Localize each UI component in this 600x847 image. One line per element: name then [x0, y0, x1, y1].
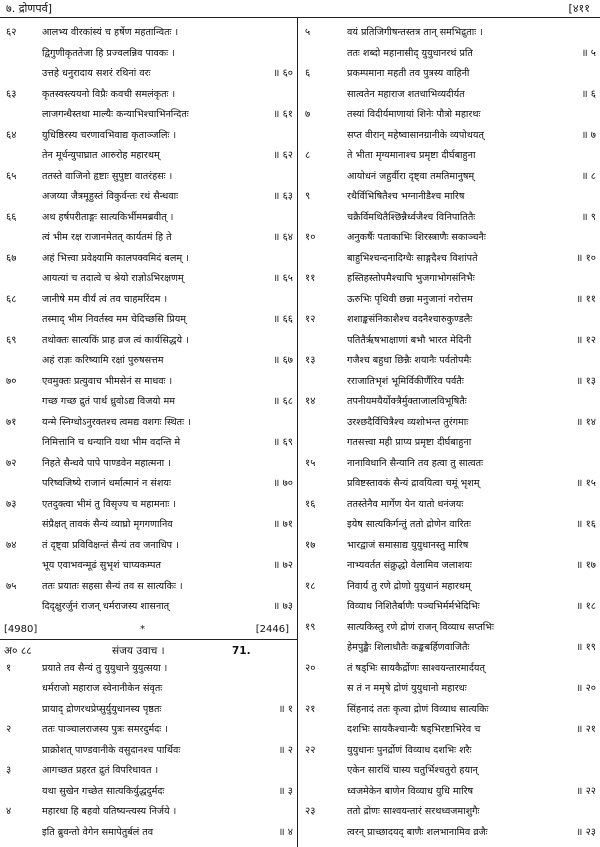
verse-end-marker: ॥ २०: [576, 683, 596, 694]
verse-end-marker: ॥ ८: [581, 170, 596, 182]
separator-left-count: [4980]: [4, 623, 38, 635]
verse-text: स तं न ममृषे द्रोणं युयुधानो महारथः: [347, 683, 467, 694]
verse-number: ६७: [6, 252, 17, 264]
verse-number: ५: [305, 27, 311, 38]
verse-text: हस्तिहस्तोपमैश्चापि भुजगाभोगसंनिभैः: [347, 273, 475, 284]
verse-text: ऊरुभिः पृथिवी छन्ना मनुजानां नरोत्तम: [347, 293, 473, 305]
verse-end-marker: ॥ ६५: [273, 273, 293, 284]
verse-line: [0, 250, 297, 271]
verse-text: यन्मे स्निग्धोऽनुरक्तश्च त्वमद्य वशगः स्थितः ।: [42, 416, 191, 428]
left-column: [0, 24, 297, 844]
verse-text: ततः प्रयातः सहसा सैन्यं तव स सात्यकिः ।: [42, 580, 183, 592]
verse-end-marker: ॥ २३: [576, 826, 596, 838]
section-separator: [0, 621, 297, 640]
verse-line: [299, 639, 600, 660]
verse-end-marker: ॥ ९: [581, 211, 596, 223]
verse-text: रथैर्विभिषितैश्च भग्नानीडैश्च मारिष: [347, 191, 465, 202]
verse-line: [0, 65, 297, 86]
verse-end-marker: ॥ १८: [576, 601, 596, 612]
verse-number: ६६: [6, 211, 17, 223]
verse-number: ७४: [6, 539, 17, 551]
verse-number: ६३: [6, 88, 17, 100]
verse-line: [0, 188, 297, 209]
verse-end-marker: ॥ ७०: [273, 478, 293, 489]
verse-text: गतसत्त्वा मही प्राप्य प्रमृष्टा दीर्घबाहुना: [347, 437, 472, 448]
verse-text: ध्वजमेकेन बाणेन विव्याध युधि मारिष: [347, 785, 474, 797]
verse-text: जानीषे मम वीर्यं त्वं तव चाहमरिंदम ।: [42, 293, 168, 305]
verse-number: ६५: [6, 170, 17, 182]
verse-line: [0, 455, 297, 476]
verse-line: [0, 168, 297, 189]
verse-text: त्वरन् प्राच्छादयद् बाणैः शलभानामिव व्रजैः: [347, 826, 488, 838]
verse-number: ६८: [6, 293, 17, 305]
verse-line: [299, 352, 600, 373]
verse-number: ६९: [6, 334, 17, 346]
verse-text: शशाङ्कसंनिकाशैश्च वदनैश्चारुकुण्डलैः: [347, 314, 473, 325]
verse-line: [299, 332, 600, 353]
verse-line: [0, 24, 297, 45]
verse-line: [299, 147, 600, 168]
verse-text: सात्वतेन महाराज शतधाभिव्यदीर्यत: [347, 88, 465, 100]
verse-text: अजय्या जैत्रमूहुस्तं विकुर्वन्तः रथं सैन्धवाः: [42, 191, 179, 202]
verse-number: १२: [305, 314, 316, 325]
verse-text: तेन मूर्धन्युपाघ्रात आरुरोह महारथम्: [42, 150, 160, 161]
verse-line: [299, 291, 600, 312]
verse-text: तस्यां विदीर्यमाणायां शिनेः पौत्रो महारथः: [347, 109, 481, 120]
verse-text: संप्रैक्षत् तावकं सैन्यं व्याघ्रो मृगगणानिव: [42, 519, 173, 530]
verse-line: [299, 783, 600, 804]
verse-text: चक्रैर्विमथितैश्छिन्नैर्ध्वजैश्च विनिपातितैः: [347, 211, 476, 223]
verse-end-marker: ॥ ६९: [273, 437, 293, 448]
verse-text: इति ब्रुवन्तो वेगेन समापेतुर्बलं तव: [42, 826, 154, 838]
verse-text: गच्छ गच्छ द्रुतं पार्थ ध्रुवोऽद्य विजयो मम: [42, 396, 175, 407]
verse-end-marker: ॥ ६: [581, 88, 596, 100]
verse-text: आगच्छत प्रहरत द्रुतं विपरिधावत ।: [42, 765, 159, 776]
verse-number: ९: [305, 191, 311, 202]
verse-line: [299, 270, 600, 291]
verse-number: २३: [305, 806, 316, 817]
verse-text: रराजातिभृशं भूमिर्विकीर्णैरिव पर्वतैः: [347, 375, 464, 387]
verse-end-marker: ॥ १०: [576, 252, 596, 264]
verse-line: [299, 373, 600, 394]
verse-end-marker: ॥ २१: [576, 724, 596, 735]
verse-number: ८: [305, 150, 311, 161]
verse-line: [0, 147, 297, 168]
verse-number: १५: [305, 457, 316, 469]
verse-line: [0, 475, 297, 496]
verse-end-marker: ॥ ११: [576, 293, 596, 305]
verse-line: [299, 803, 600, 824]
verse-line: [0, 393, 297, 414]
right-column: [299, 24, 600, 844]
verse-text: परिष्वजिष्ये राजानं धर्मात्मानं न संशयः: [42, 478, 171, 489]
verse-text: गजैश्च बहुधा छिन्नैः शयानैः पर्वतोपमैः: [347, 355, 472, 366]
verse-line: [299, 65, 600, 86]
verse-line: [299, 721, 600, 742]
verse-number: १३: [305, 355, 316, 366]
verse-line: [299, 516, 600, 537]
verse-text: विव्याध निशितैर्बाणैः पञ्चभिर्मर्मभेदिभिः: [347, 601, 480, 612]
verse-number: १७: [305, 539, 316, 551]
verse-line: [0, 291, 297, 312]
verse-text: युधिष्ठिरस्य चरणावभिवाद्य कृताञ्जलिः ।: [42, 129, 177, 141]
verse-text: एकेन सारथिं चास्य चतुर्भिश्चतुरो हयान्: [347, 765, 478, 776]
verse-number: ७: [305, 109, 311, 120]
verse-line: [0, 311, 297, 332]
verse-line: [299, 578, 600, 599]
verse-text: कृतस्वस्त्ययनो विप्रैः कवची समलंकृतः ।: [42, 88, 176, 100]
verse-end-marker: ॥ १३: [576, 375, 596, 387]
verse-end-marker: ॥ ६३: [273, 191, 293, 202]
verse-text: अनुकर्षैः पताकाभिः शिरस्त्राणैः सकाञ्चनैः: [347, 232, 486, 243]
verse-end-marker: ॥ १: [278, 703, 293, 715]
verse-text: एवमुक्तः प्रत्युवाच भीमसेनं स माधवः ।: [42, 375, 173, 387]
verse-line: [0, 496, 297, 517]
verse-text: प्रकम्पमाना महती तव पुत्रस्य वाहिनी: [347, 68, 470, 79]
verse-text: पतितैर्ऋषभाक्षाणां बभौ भारत मेदिनी: [347, 334, 472, 346]
verse-line: [0, 332, 297, 353]
verse-line: [299, 475, 600, 496]
verse-line: [0, 86, 297, 107]
verse-text: दिदृक्षुरर्जुनं राजन् धर्मराजस्य शासनात्: [42, 601, 170, 612]
verse-number: ११: [305, 273, 316, 284]
verse-line: [0, 660, 297, 681]
verse-line: [0, 598, 297, 619]
chapter-number: अ० ८८: [4, 644, 32, 657]
section-number: 71.: [232, 644, 251, 657]
verse-line: [299, 537, 600, 558]
verse-number: १: [6, 662, 12, 674]
verse-line: [299, 455, 600, 476]
verse-text: प्रायाद् द्रोणरथप्रेप्सुर्युयुधानस्य पृष्ठतः: [42, 703, 162, 715]
verse-line: [0, 701, 297, 722]
separator-right-count: [2446]: [255, 623, 289, 635]
verse-end-marker: ॥ १७: [576, 560, 596, 571]
verse-end-marker: ॥ ६२: [273, 150, 293, 161]
verse-line: [0, 270, 297, 291]
verse-line: [0, 352, 297, 373]
verse-end-marker: ॥ ७: [581, 129, 596, 141]
verse-text: उरश्छदैर्विचित्रैश्च व्यशोभन्त तुरंगमाः: [347, 416, 469, 428]
verse-line: [0, 680, 297, 701]
column-divider: [297, 18, 298, 847]
verse-end-marker: ॥ १४: [576, 416, 596, 428]
verse-text: आयत्यां च तदात्वे च श्रेयो राज्ञोऽभिरक्षणम्: [42, 273, 184, 284]
verse-line: [299, 701, 600, 722]
verse-text: महारथा हि बहवो यतिष्यन्त्यस्य निर्जये ।: [42, 806, 177, 817]
verse-line: [0, 45, 297, 66]
verse-number: ७२: [6, 457, 17, 469]
verse-text: एतदुक्त्वा भीमं तु विसृज्य च महामनाः ।: [42, 498, 176, 510]
verse-text: सप्त वीरान् महेष्वासानग्रानीके व्यपोथयत्: [347, 129, 484, 141]
verse-text: सात्यकिस्तु रणे द्रोणं राजन् विव्याध सप्तभिः: [347, 621, 494, 633]
verse-text: निहते सैन्धवे पापे पाण्डवेन महात्मना ।: [42, 457, 171, 469]
verse-text: तस्माद् भीम निवर्तस्व मम चेदिच्छसि प्रियम्: [42, 314, 187, 325]
verse-number: २१: [305, 703, 316, 715]
verse-line: [299, 188, 600, 209]
verse-text: त्वं भीम रक्ष राजानमेतत् कार्यतमं हि ते: [42, 232, 172, 243]
verse-end-marker: ॥ ७२: [273, 560, 293, 571]
verse-line: [0, 229, 297, 250]
verse-line: [299, 496, 600, 517]
verse-number: ३: [6, 765, 12, 776]
verse-number: ७३: [6, 498, 17, 510]
verse-number: ६२: [6, 27, 17, 38]
verse-line: [299, 168, 600, 189]
verse-end-marker: ॥ ६४: [273, 232, 293, 243]
verse-text: दशभिः सायकैश्चान्यैः षड्भिरष्टाभिरेव च: [347, 724, 481, 735]
verse-line: [299, 557, 600, 578]
verse-text: भूय एवाभवन्मूढं सुभृशं चाप्यकम्पत: [42, 560, 161, 571]
verse-text: आयोधनं जहुर्वीरा दृष्ट्वा तमतिमानुषम्: [347, 170, 475, 182]
verse-line: [299, 45, 600, 66]
verse-number: २२: [305, 744, 316, 756]
verse-text: ततस्तेनैव मार्गेण येन यातो धनंजयः: [347, 498, 464, 510]
verse-line: [0, 373, 297, 394]
verse-text: प्राक्रोशत् पाण्डवानीके वसुदानश्च पार्थिवः: [42, 744, 181, 756]
verse-line: [0, 106, 297, 127]
verse-number: ७१: [6, 416, 17, 428]
verse-end-marker: ॥ २२: [576, 785, 596, 797]
verse-text: भारद्वाजं समासाद्य युयुधानस्तु मारिष: [347, 539, 469, 551]
verse-number: १८: [305, 580, 316, 592]
verse-line: [299, 742, 600, 763]
page-number: [४११: [568, 2, 590, 15]
verse-line: [0, 803, 297, 824]
verse-end-marker: ॥ १६: [576, 519, 596, 530]
verse-text: ततस्ते वाजिनो हृष्टाः सुपुष्टा वातरंहसः ।: [42, 170, 173, 182]
verse-number: १९: [305, 621, 316, 633]
verse-end-marker: ॥ ६१: [273, 109, 293, 120]
verse-text: बाहुभिश्चन्दनादिग्धैः साङ्गदैश्च विशांपते: [347, 252, 478, 264]
verse-line: [299, 762, 600, 783]
verse-text: ते भीता मृग्यमानाश्च प्रमृष्टा दीर्घबाहुना: [347, 150, 476, 161]
verse-text: द्विगुणीकृततेजा हि प्रज्वलन्निव पावकः ।: [42, 47, 175, 59]
verse-line: [299, 24, 600, 45]
verse-end-marker: ॥ १२: [576, 334, 596, 346]
verse-end-marker: ॥ १५: [576, 478, 596, 489]
verse-text: तथोक्तः सात्यकिं प्राह व्रज त्वं कार्यसिद्धये ।: [42, 334, 189, 346]
separator-star: *: [140, 623, 145, 635]
running-title: ७. द्रोणपर्व]: [6, 2, 53, 15]
verse-end-marker: ॥ ७३: [273, 601, 293, 612]
verse-line: [299, 824, 600, 845]
verse-line: [0, 537, 297, 558]
verse-line: [299, 598, 600, 619]
verse-end-marker: ॥ ६८: [273, 396, 293, 407]
verse-text: निमित्तानि च धन्यानि यथा भीम वदन्ति मे: [42, 437, 181, 448]
verse-number: ६: [305, 68, 311, 79]
header-rule: [0, 17, 600, 18]
verse-end-marker: ॥ १९: [576, 642, 596, 653]
verse-text: नानाविधानि सैन्यानि तव हत्वा तु सात्वतः: [347, 457, 484, 469]
verse-end-marker: ॥ २: [278, 744, 293, 756]
verse-text: ततः पाञ्चालराजस्य पुत्रः समरदुर्मदः ।: [42, 724, 168, 735]
verse-text: युयुधानः पुनर्द्रोणं विव्याध दशभिः शरैः: [347, 744, 472, 756]
speaker-heading: संजय उवाच ।: [112, 644, 165, 657]
verse-text: सिंहनादं ततः कृत्वा द्रोणं विव्याध सात्यकिः: [347, 703, 489, 715]
verse-line: [0, 557, 297, 578]
verse-number: १६: [305, 498, 316, 510]
verse-line: [0, 516, 297, 537]
verse-line: [0, 721, 297, 742]
verse-number: २: [6, 724, 12, 735]
verse-line: [299, 619, 600, 640]
verse-line: [0, 824, 297, 845]
verse-text: ततः शब्दो महानासीद् युयुधानरथं प्रति: [347, 47, 473, 59]
verse-line: [299, 86, 600, 107]
verse-end-marker: ॥ ६६: [273, 314, 293, 325]
verse-line: [299, 434, 600, 455]
verse-line: [299, 106, 600, 127]
verse-line: [0, 209, 297, 230]
verse-line: [299, 680, 600, 701]
verse-text: अथ हर्षपरीताङ्गः सात्यकिर्भीममब्रवीत् ।: [42, 211, 174, 223]
verse-line: [0, 783, 297, 804]
verse-end-marker: ॥ ४: [278, 826, 293, 838]
verse-number: २०: [305, 662, 316, 674]
verse-text: अहं राज्ञः करिष्यामि रक्षां पुरुषसत्तम: [42, 355, 164, 366]
verse-line: [299, 229, 600, 250]
verse-end-marker: ॥ ७१: [273, 519, 293, 530]
verse-line: [0, 762, 297, 783]
verse-line: [299, 660, 600, 681]
verse-text: अहं भित्त्वा प्रवेक्ष्यामि कालपक्वमिदं बलम् ।: [42, 252, 189, 264]
verse-number: ७०: [6, 375, 17, 387]
verse-text: प्रयाते तव सैन्यं तु युयुधाने युयुत्सया ।: [42, 662, 168, 674]
chapter-heading: [0, 640, 297, 660]
verse-end-marker: ॥ ५: [581, 47, 596, 59]
verse-text: लाजगन्धैस्तथा माल्यैः कन्याभिश्चाभिनन्दितः: [42, 109, 189, 120]
verse-number: ७५: [6, 580, 17, 592]
verse-text: इयेष सात्यकिर्गन्तुं ततो द्रोणेन वारितः: [347, 519, 471, 530]
verse-text: नाभ्यवर्तत संक्रुद्धो वेलामिव जलाशयः: [347, 560, 472, 571]
verse-end-marker: ॥ ६०: [273, 68, 293, 79]
verse-text: हेमपुङ्खैः शिलाधौतैः कङ्कबर्हिणवाजितैः: [347, 642, 470, 653]
verse-line: [0, 742, 297, 763]
page-header: [0, 0, 600, 20]
verse-text: यथा सुखेन गच्छेत सात्यकिर्युद्धदुर्मदः: [42, 785, 165, 797]
verse-text: तं दृष्ट्वा प्रविविक्षन्तं सैन्यं तव जनाधिप ।: [42, 539, 179, 551]
verse-line: [0, 414, 297, 435]
verse-number: १०: [305, 232, 316, 243]
verse-text: आलभ्य वीरकांस्यं च हर्षेण महतान्वितः ।: [42, 27, 179, 38]
verse-text: वयं प्रतिजिगीषन्तस्तत्र तान् समभिद्रुताः ।: [347, 27, 483, 38]
verse-end-marker: ॥ ६७: [273, 355, 293, 366]
verse-line: [299, 209, 600, 230]
verse-line: [299, 414, 600, 435]
verse-line: [0, 127, 297, 148]
verse-line: [299, 250, 600, 271]
verse-text: धर्मराजो महाराज स्वेनानीकेन संवृतः: [42, 683, 163, 694]
verse-line: [0, 578, 297, 599]
verse-number: ४: [6, 806, 12, 817]
verse-text: तपनीयमयैर्योक्त्रैर्मुक्ताजालविभूषितैः: [347, 396, 467, 407]
verse-text: उत्तहे धनुरादाय सशरं रथिनां वरः: [42, 68, 151, 79]
verse-text: ततो द्रोणः साश्वयन्तारं सरथध्वजमाशुगैः: [347, 806, 480, 817]
verse-text: तं षड्भिः सायकैर्द्रोणः साश्वयन्तारमार्दयत्: [347, 662, 485, 674]
verse-line: [299, 393, 600, 414]
verse-text: प्रविष्टस्तावकं सैन्यं द्रावयित्वा चमूं भृशम्: [347, 478, 480, 489]
verse-number: ६४: [6, 129, 17, 141]
verse-line: [299, 311, 600, 332]
verse-line: [0, 434, 297, 455]
verse-line: [299, 127, 600, 148]
verse-text: निवार्य तु रणे द्रोणो युयुधानं महारथम्: [347, 580, 471, 592]
verse-end-marker: ॥ ३: [278, 785, 293, 797]
verse-number: १४: [305, 396, 316, 407]
